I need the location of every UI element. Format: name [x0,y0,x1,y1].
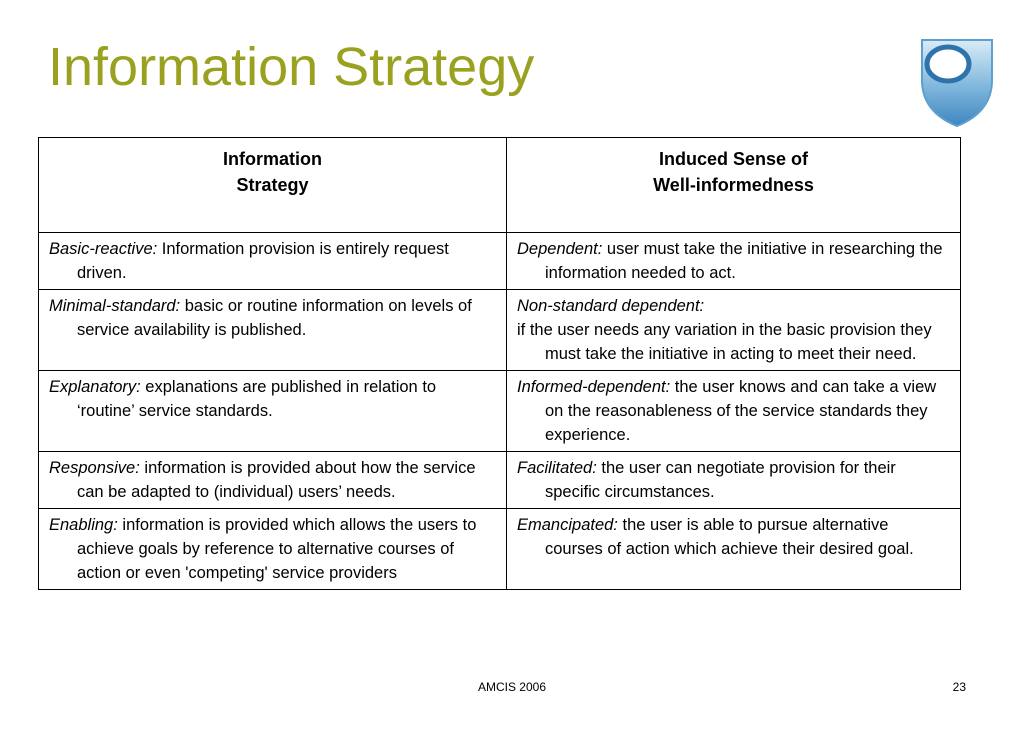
strategy-cell [39,452,507,509]
sense-desc: the user is able to pursue alternative courses of action which achieve their desired goal. [545,516,914,558]
strategy-cell [39,509,507,590]
open-university-shield-logo [916,36,998,128]
strategy-term: Basic-reactive: [49,240,158,258]
strategy-term: Responsive: [49,459,140,477]
strategy-term: Enabling: [49,516,118,534]
sense-desc: the user can negotiate provision for their specific circumstances. [545,459,896,501]
strategy-desc: explanations are published in relation to ‘routine’ service standards. [77,378,437,420]
slide-title: Information Strategy [48,37,535,97]
strategy-table [38,137,961,590]
sense-cell [507,509,961,590]
table-row [39,290,961,371]
strategy-desc: information is provided about how the service can be adapted to (individual) users’ needs. [77,459,476,501]
sense-term: Facilitated: [517,459,597,477]
sense-desc: the user knows and can take a view on the reasonableness of the service standards they experience. [545,378,937,444]
table-row [39,509,961,590]
footer-text: AMCIS 2006 [477,680,547,694]
sense-cell [507,452,961,509]
strategy-cell [39,233,507,290]
strategy-desc: Information provision is entirely request driven. [77,240,449,282]
sense-cell [507,371,961,452]
sense-cell [507,290,961,371]
sense-desc: if the user needs any variation in the basic provision they must take the initiative in acting to meet their need. [517,321,932,363]
sense-cell [507,233,961,290]
header-line: Induced Sense of [658,149,809,169]
sense-desc: user must take the initiative in researching the information needed to act. [545,240,943,282]
table-header-row [39,138,961,233]
header-induced-sense [507,138,961,233]
sense-term: Dependent: [517,240,603,258]
strategy-desc: information is provided which allows the users to achieve goals by reference to alternative courses of action or even 'competing' service providers [77,516,477,582]
table-row [39,371,961,452]
sense-term: Emancipated: [517,516,618,534]
sense-term: Non-standard dependent: [517,297,705,315]
header-line: Well-informedness [653,175,814,195]
sense-term: Informed-dependent: [517,378,671,396]
header-information-strategy [39,138,507,233]
header-line: Information [223,149,322,169]
header-line: Strategy [236,175,309,195]
strategy-term: Minimal-standard: [49,297,181,315]
strategy-term: Explanatory: [49,378,141,396]
page-number: 23 [952,680,966,694]
strategy-cell [39,290,507,371]
strategy-desc: basic or routine information on levels of service availability is published. [77,297,472,339]
strategy-cell [39,371,507,452]
table-row [39,452,961,509]
table-row [39,233,961,290]
